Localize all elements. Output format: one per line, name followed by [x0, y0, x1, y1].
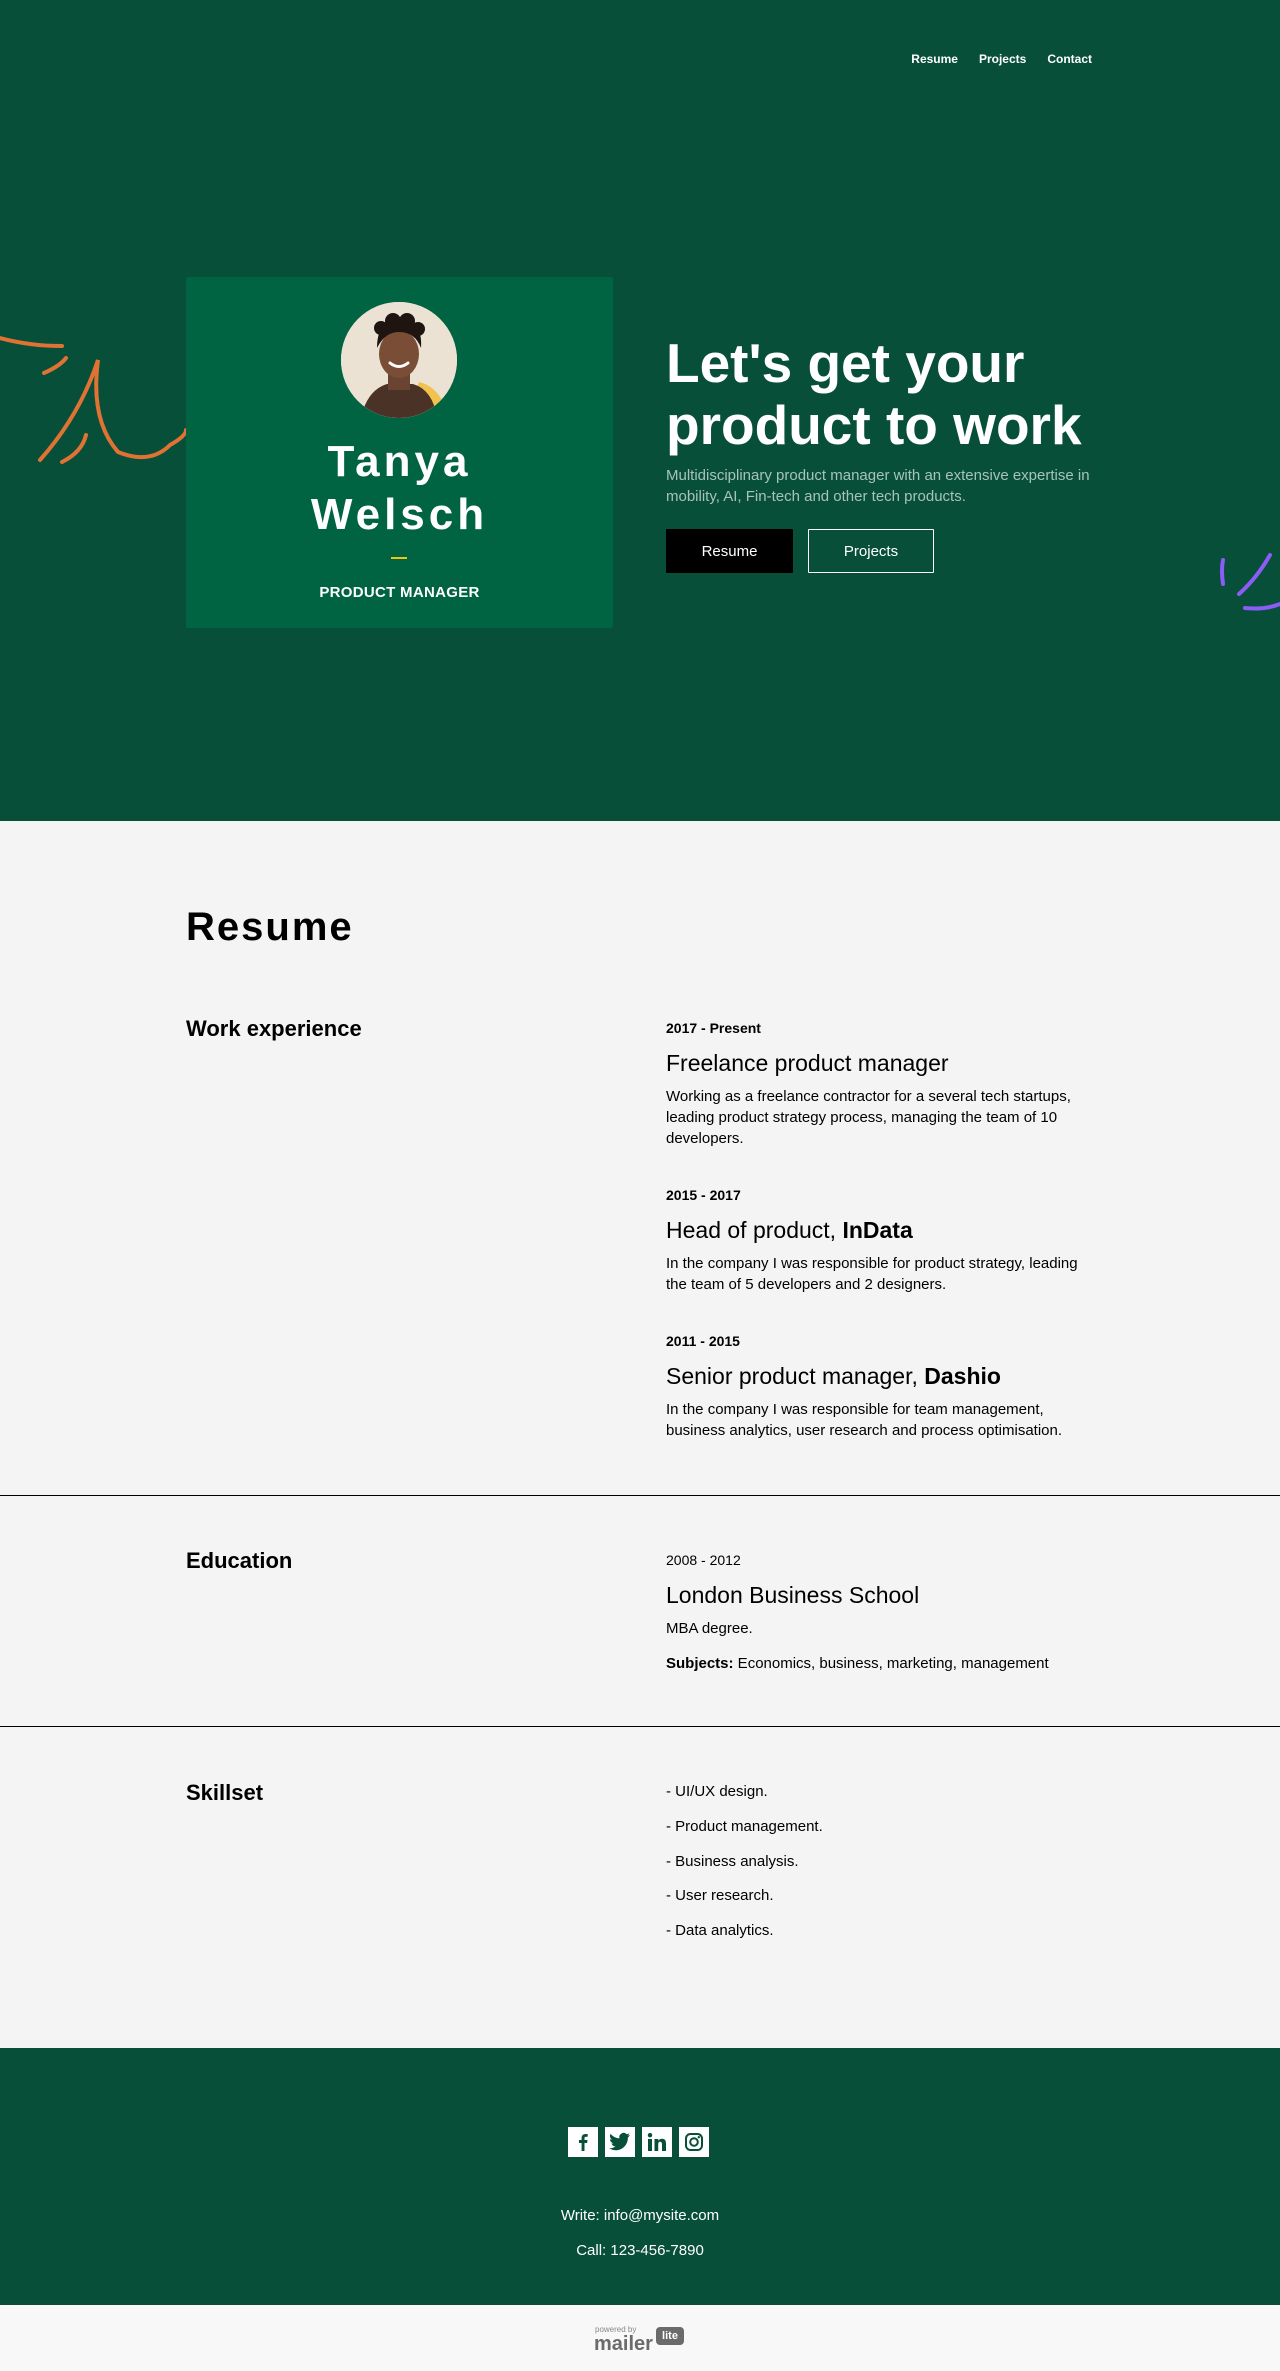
section-divider	[0, 1726, 1280, 1727]
nav-resume-link[interactable]: Resume	[911, 52, 958, 66]
projects-button[interactable]: Projects	[808, 529, 934, 573]
brand-badge: lite	[656, 2327, 684, 2345]
footer	[0, 2048, 1280, 2305]
education-dates: 2008 - 2012	[666, 1552, 741, 1568]
job-description: In the company I was responsible for team management, business analytics, user research and process optimisation.	[666, 1401, 1063, 1439]
job-company: InData	[842, 1217, 913, 1243]
top-nav	[911, 52, 1092, 66]
profile-accent-dash	[391, 557, 407, 559]
job-description: In the company I was responsible for product strategy, leading the team of 5 developers and 2 designers.	[666, 1255, 1078, 1293]
job-dates: 2011 - 2015	[666, 1333, 740, 1349]
job-company: Dashio	[924, 1363, 1001, 1389]
purple-stroke-decoration	[1215, 550, 1280, 620]
hero-subheading: Multidisciplinary product manager with an extensive expertise in mobility, AI, Fin-tech and other tech products.	[666, 467, 1090, 505]
section-divider	[0, 1495, 1280, 1496]
education-school: London Business School	[666, 1582, 920, 1608]
skill-item: - Data analytics.	[666, 1922, 774, 1939]
resume-button[interactable]: Resume	[666, 529, 793, 573]
job-description: Working as a freelance contractor for a several tech startups, leading product strategy process, managing the team of 10 developers.	[666, 1088, 1071, 1147]
facebook-icon[interactable]	[568, 2127, 598, 2157]
profile-card	[186, 277, 613, 628]
job-dates: 2015 - 2017	[666, 1187, 741, 1203]
profile-role: PRODUCT MANAGER	[319, 584, 480, 601]
job-title: Head of product, InData	[666, 1217, 913, 1243]
profile-first-name: Tanya	[327, 437, 472, 486]
orange-squiggle-decoration	[0, 320, 200, 470]
linkedin-icon[interactable]	[642, 2127, 672, 2157]
job-title: Senior product manager, Dashio	[666, 1363, 1001, 1389]
job-title: Freelance product manager	[666, 1050, 949, 1076]
footer-phone[interactable]: Call: 123-456-7890	[576, 2242, 704, 2259]
profile-last-name: Welsch	[310, 490, 489, 539]
profile-name	[186, 435, 613, 541]
skill-item: - Business analysis.	[666, 1853, 799, 1870]
nav-projects-link[interactable]: Projects	[978, 52, 1027, 66]
profile-avatar	[341, 302, 457, 418]
skill-item: - User research.	[666, 1887, 774, 1904]
education-subjects: Subjects: Economics, business, marketing, management	[666, 1655, 1049, 1672]
instagram-icon[interactable]	[679, 2127, 709, 2157]
work-experience-label: Work experience	[186, 1016, 362, 1041]
job-dates: 2017 - Present	[666, 1020, 761, 1036]
skillset-label: Skillset	[186, 1780, 264, 1805]
resume-title: Resume	[186, 905, 354, 949]
twitter-icon[interactable]	[605, 2127, 635, 2157]
education-label: Education	[186, 1548, 293, 1573]
skill-item: - UI/UX design.	[666, 1783, 768, 1800]
hero-heading-line1: Let's get your	[666, 332, 1025, 394]
brand-word: mailer	[594, 2333, 653, 2355]
powered-by-text: powered by	[595, 2325, 637, 2334]
hero-heading	[666, 332, 1166, 456]
footer-email[interactable]: Write: info@mysite.com	[560, 2207, 720, 2224]
social-links	[568, 2127, 709, 2157]
skill-item: - Product management.	[666, 1818, 823, 1835]
hero-heading-line2: product to work	[666, 394, 1082, 456]
powered-by-bar	[0, 2305, 1280, 2371]
hero-section	[0, 0, 1280, 821]
education-degree: MBA degree.	[666, 1620, 753, 1637]
nav-contact-link[interactable]: Contact	[1047, 52, 1092, 66]
